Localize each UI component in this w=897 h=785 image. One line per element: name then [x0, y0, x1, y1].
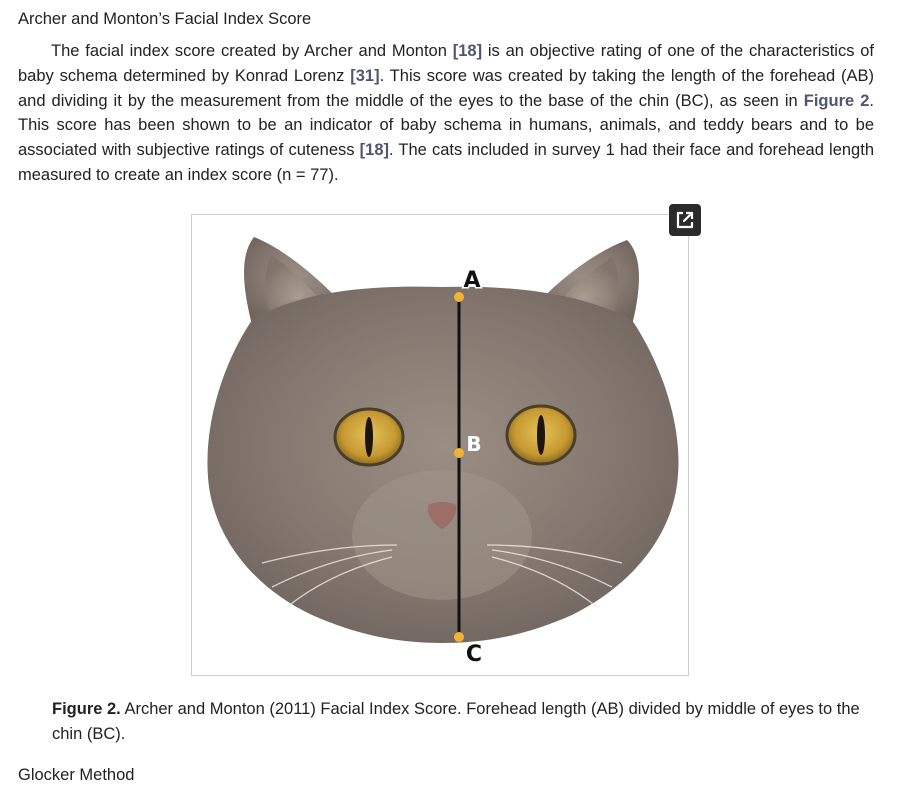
left-pupil-shape	[365, 417, 373, 457]
right-pupil-shape	[537, 415, 545, 455]
para-text-4: . This score has been shown to be an indicator of baby schema in humans, animals, and teddy bears and to be associated with subjective ratings of cuteness	[18, 91, 874, 160]
next-section-title: Glocker Method	[18, 766, 135, 784]
caption-text: Archer and Monton (2011) Facial Index Score. Forehead length (AB) divided by middle of eyes to the chin (BC).	[52, 700, 860, 743]
reference-link-18-second[interactable]: [18]	[359, 141, 390, 160]
point-c-marker	[454, 632, 464, 642]
para-text-3: . This score was created by taking the length of the forehead (AB) and dividing it by the measurement from the middle of the eyes to the base of the chin (BC), as seen in	[18, 66, 874, 110]
point-a-label: A	[463, 268, 481, 293]
figure-caption	[52, 697, 867, 747]
para-text-1: The facial index score created by Archer and Monton	[51, 42, 453, 60]
reference-link-18[interactable]: [18]	[452, 42, 483, 60]
body-paragraph	[18, 39, 874, 188]
para-text-5: . The cats included in survey 1 had their face and forehead length measured to create an index score (n = 77).	[18, 141, 874, 184]
point-b-label: B	[466, 432, 482, 456]
section-title: Archer and Monton’s Facial Index Score	[18, 10, 312, 28]
figure-image-frame[interactable]	[191, 214, 689, 676]
point-a-marker	[454, 292, 464, 302]
figure-2-link[interactable]: Figure 2	[803, 91, 870, 110]
caption-label: Figure 2.	[52, 700, 121, 718]
point-c-label: C	[465, 642, 483, 667]
para-text-2: is an objective rating of one of the characteristics of baby schema determined by Konrad Lorenz	[18, 42, 875, 85]
muzzle-shape	[352, 470, 532, 600]
reference-link-31[interactable]: [31]	[350, 66, 380, 85]
expand-figure-button[interactable]	[669, 204, 701, 236]
expand-icon	[674, 209, 696, 231]
point-b-marker	[454, 448, 464, 458]
cat-face-illustration	[192, 215, 690, 677]
